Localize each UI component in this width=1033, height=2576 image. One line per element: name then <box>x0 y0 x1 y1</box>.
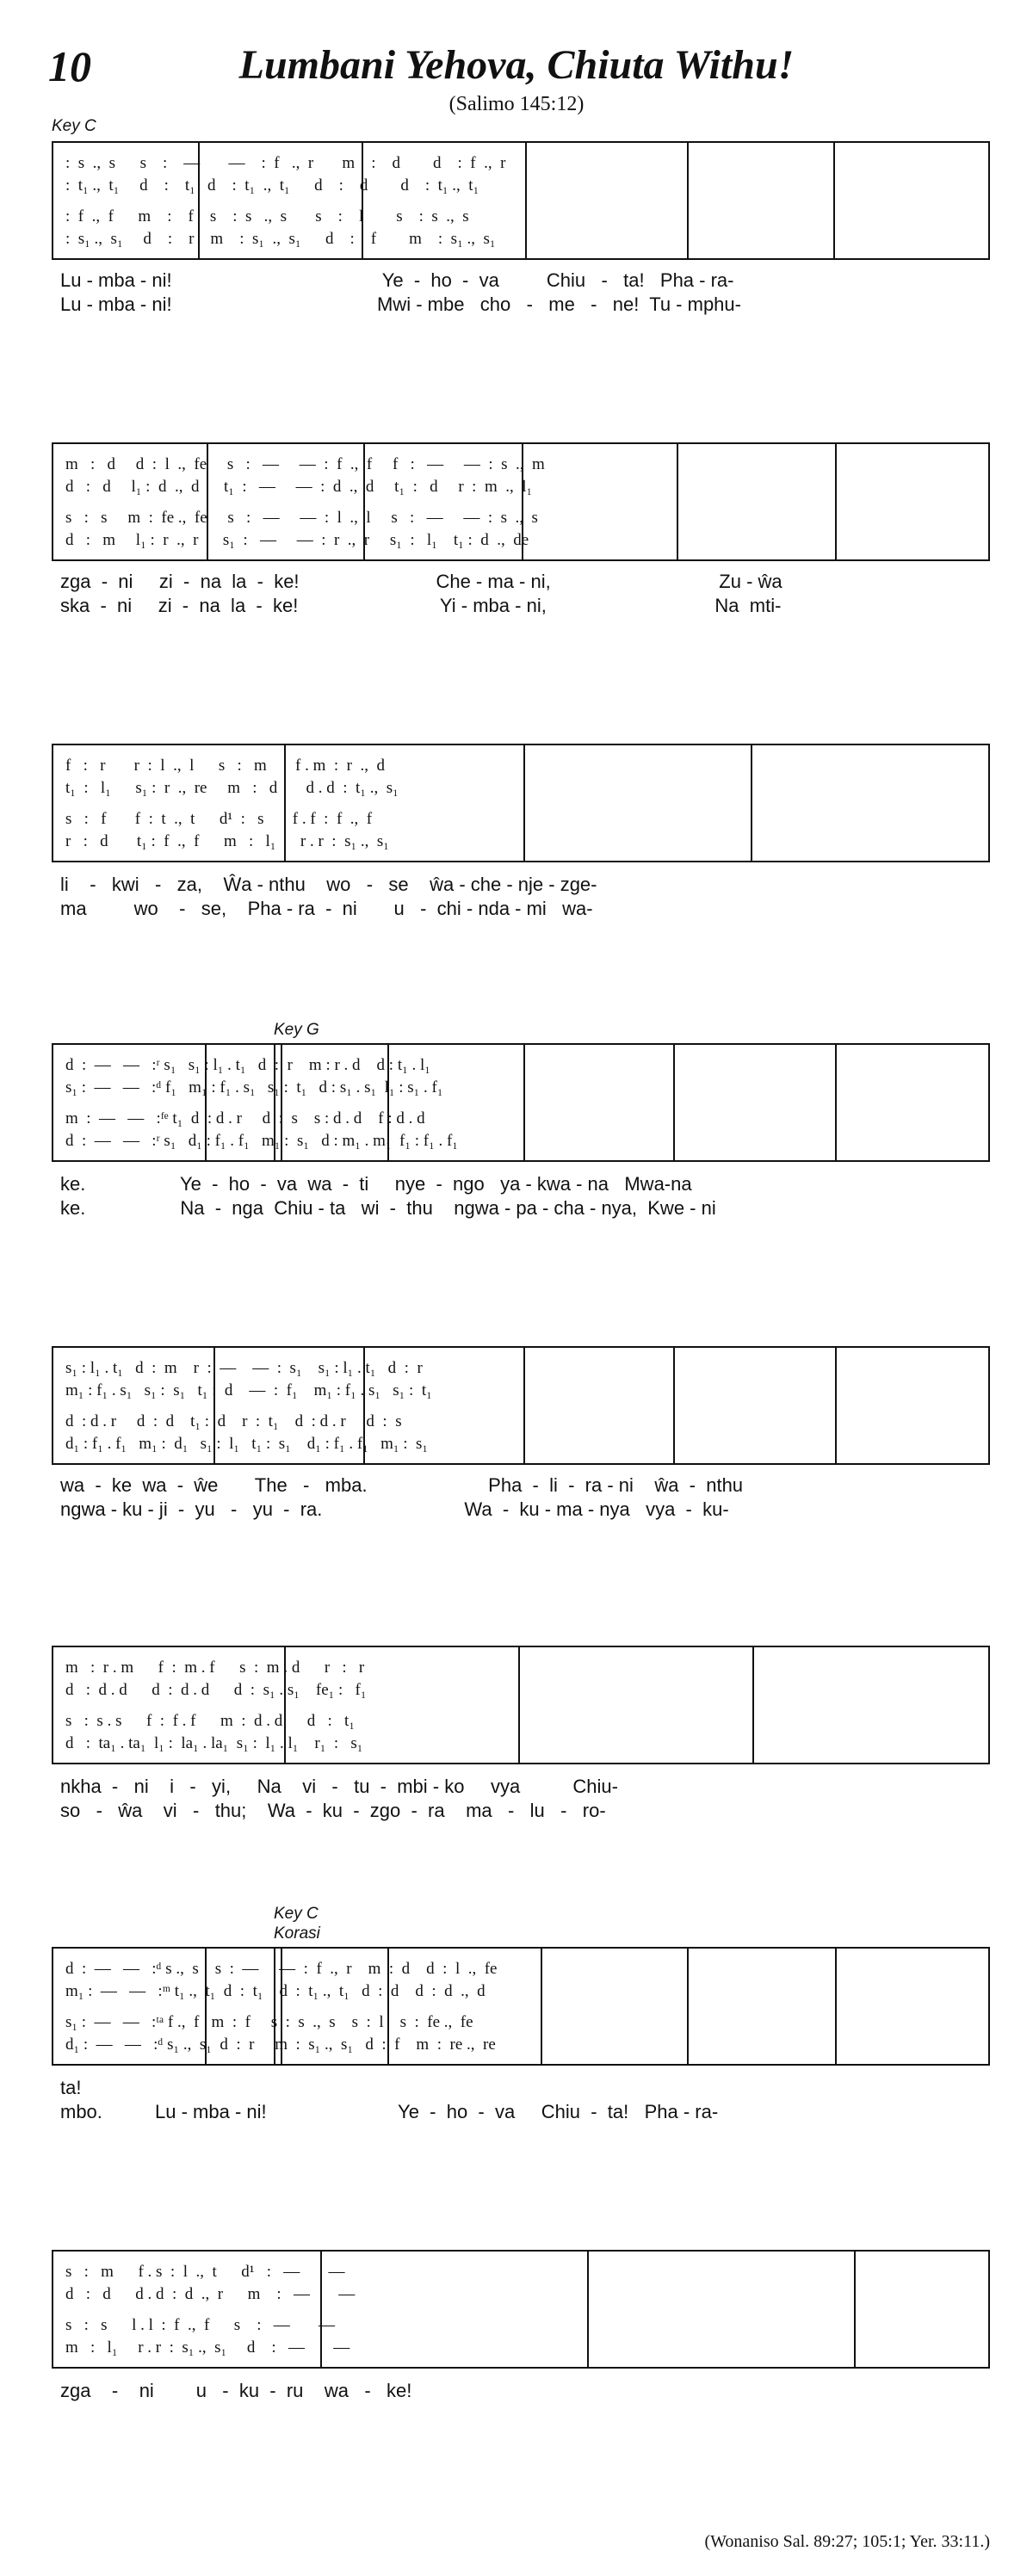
chorus-label: Korasi <box>274 1924 320 1943</box>
lyric-line: nkha - ni i - yi, Na vi - tu - mbi - ko vya Chiu- <box>60 1776 618 1797</box>
hymn-number: 10 <box>48 42 91 90</box>
tonic-sol-fa-line: s₁ : — — :ᵈ f₁ m₁ : f₁ . s₁ s₁ : t₁ d : s₁ . s₁ l₁ : s₁ . f₁ <box>65 1078 443 1096</box>
tonic-sol-fa-line: d₁ : f₁ . f₁ m₁ : d₁ s₁ : l₁ t₁ : s₁ d₁ : f₁ . f₁ m₁ : s₁ <box>65 1435 429 1453</box>
lyric-line: ma wo - se, Pha - ra - ni u - chi - nda - mi wa- <box>60 898 593 919</box>
tonic-sol-fa-line: : f ., f m : f s : s ., s s : l s : s ., s <box>65 207 469 225</box>
lyric-line: ke. Ye - ho - va wa - ti nye - ngo ya - kwa - na Mwa-na <box>60 1173 692 1195</box>
tonic-sol-fa-line: d : — — :ᵈ s ., s s : — — : f ., r m : d d : l ., fe <box>65 1960 498 1978</box>
music-system-6 <box>52 1646 990 1764</box>
tonic-sol-fa-line: s : s m : fe ., fe s : — — : l ., l s : — — : s ., s <box>65 509 538 527</box>
tonic-sol-fa-line: m : d d : l ., fe s : — — : f ., f f : — — : s ., m <box>65 455 545 473</box>
tonic-sol-fa-line: : s₁ ., s₁ d : r m : s₁ ., s₁ d : f m : s₁ ., s₁ <box>65 230 496 248</box>
tonic-sol-fa-line: m : — — :ᶠᵉ t₁ d : d . r d : s s : d . d f : d . d <box>65 1109 425 1127</box>
tonic-sol-fa-line: r : d t₁ : f ., f m : l₁ r . r : s₁ ., s₁ <box>65 832 389 850</box>
tonic-sol-fa-line: s₁ : — — :ᵗᵃ f ., f m : f s : s ., s s : l s : fe ., fe <box>65 2013 473 2031</box>
lyric-line: zga - ni u - ku - ru wa - ke! <box>60 2380 412 2401</box>
tonic-sol-fa-line: m : l₁ r . r : s₁ ., s₁ d : — — <box>65 2338 350 2357</box>
tonic-sol-fa-line: d : ta₁ . ta₁ l₁ : la₁ . la₁ s₁ : l₁ . l₁ r₁ : s₁ <box>65 1734 363 1752</box>
hymn-title: Lumbani Yehova, Chiuta Withu! <box>238 42 795 88</box>
hymn-scripture-reference: (Salimo 145:12) <box>448 93 585 115</box>
music-system-4 <box>52 1043 990 1162</box>
tonic-sol-fa-line: d : m l₁ : r ., r s₁ : — — : r ., r s₁ : l₁ t₁ : d ., de <box>65 531 529 549</box>
tonic-sol-fa-line: d : d . d d : d . d d : s₁ . s₁ fe₁ : f₁ <box>65 1681 367 1699</box>
tonic-sol-fa-line: : t₁ ., t₁ d : t₁ d : t₁ ., t₁ d : d d : t₁ ., t₁ <box>65 176 479 195</box>
tonic-sol-fa-line: f : r r : l ., l s : m f . m : r ., d <box>65 757 386 775</box>
music-system-2 <box>52 442 990 561</box>
tonic-sol-fa-line: s : s . s f : f . f m : d . d d : t₁ <box>65 1712 355 1730</box>
key-signature-c: Key C <box>52 117 96 135</box>
tonic-sol-fa-line: d : — — :ʳ s₁ d₁ : f₁ . f₁ m₁ : s₁ d : m₁ . m₁ f₁ : f₁ . f₁ <box>65 1132 458 1150</box>
lyric-line: ngwa - ku - ji - yu - yu - ra. Wa - ku - ma - nya vya - ku- <box>60 1498 729 1520</box>
lyric-line: ta! <box>60 2077 481 2098</box>
music-system-1 <box>52 141 990 260</box>
tonic-sol-fa-line: s : m f . s : l ., t d¹ : — — <box>65 2263 345 2281</box>
cross-reference-footer: (Wonaniso Sal. 89:27; 105:1; Yer. 33:11.) <box>704 2532 990 2551</box>
lyric-line: wa - ke wa - ŵe The - mba. Pha - li - ra - ni ŵa - nthu <box>60 1474 744 1496</box>
music-system-3 <box>52 744 990 862</box>
lyric-line: so - ŵa vi - thu; Wa - ku - zgo - ra ma - lu - ro- <box>60 1800 606 1821</box>
tonic-sol-fa-line: s₁ : l₁ . t₁ d : m r : — — : s₁ s₁ : l₁ . t₁ d : r <box>65 1359 423 1377</box>
tonic-sol-fa-line: m₁ : — — :ᵐ t₁ ., t₁ d : t₁ d : t₁ ., t₁ d : d d : d ., d <box>65 1982 486 2000</box>
lyric-line: zga - ni zi - na la - ke! Che - ma - ni, Zu - ŵa <box>60 571 782 592</box>
key-signature-c-chorus: Key C <box>274 1905 319 1923</box>
music-system-7 <box>52 1947 990 2066</box>
tonic-sol-fa-line: d : d l₁ : d ., d t₁ : — — : d ., d t₁ : d r : m ., l₁ <box>65 478 533 496</box>
key-signature-g: Key G <box>274 1021 319 1039</box>
tonic-sol-fa-line: d : d d . d : d ., r m : — — <box>65 2285 356 2303</box>
tonic-sol-fa-line: d : — — :ʳ s₁ s₁ : l₁ . t₁ d : r m : r . d d : t₁ . l₁ <box>65 1056 430 1074</box>
tonic-sol-fa-line: : s ., s s : — — : f ., r m : d d : f ., r <box>65 154 506 172</box>
lyric-line: li - kwi - za, Ŵa - nthu wo - se ŵa - che - nje - zge- <box>60 874 597 895</box>
tonic-sol-fa-line: d₁ : — — :ᵈ s₁ ., s₁ d : r m : s₁ ., s₁ d : f m : re ., re <box>65 2035 496 2054</box>
lyric-line: ska - ni zi - na la - ke! Yi - mba - ni, Na mti- <box>60 595 782 616</box>
tonic-sol-fa-line: m₁ : f₁ . s₁ s₁ : s₁ t₁ : d — : f₁ m₁ : f₁ . s₁ s₁ : t₁ <box>65 1381 432 1399</box>
tonic-sol-fa-line: s : f f : t ., t d¹ : s f . f : f ., f <box>65 810 373 828</box>
lyric-line: ke. Na - nga Chiu - ta wi - thu ngwa - pa - cha - nya, Kwe - ni <box>60 1197 716 1219</box>
lyric-line: Lu - mba - ni! Ye - ho - va Chiu - ta! Pha - ra- <box>60 269 734 291</box>
tonic-sol-fa-line: s : s l . l : f ., f s : — — <box>65 2316 335 2334</box>
music-system-5 <box>52 1346 990 1465</box>
music-system-8 <box>52 2250 990 2369</box>
tonic-sol-fa-line: t₁ : l₁ s₁ : r ., re m : d d . d : t₁ ., s₁ <box>65 779 399 797</box>
tonic-sol-fa-line: m : r . m f : m . f s : m . d r : r <box>65 1659 365 1677</box>
lyric-line: mbo. Lu - mba - ni! Ye - ho - va Chiu - ta! Pha - ra- <box>60 2101 719 2122</box>
lyric-line: Lu - mba - ni! Mwi - mbe cho - me - ne! Tu - mphu- <box>60 293 741 315</box>
tonic-sol-fa-line: d : d . r d : d t₁ : d r : t₁ d : d . r d : s <box>65 1412 402 1430</box>
